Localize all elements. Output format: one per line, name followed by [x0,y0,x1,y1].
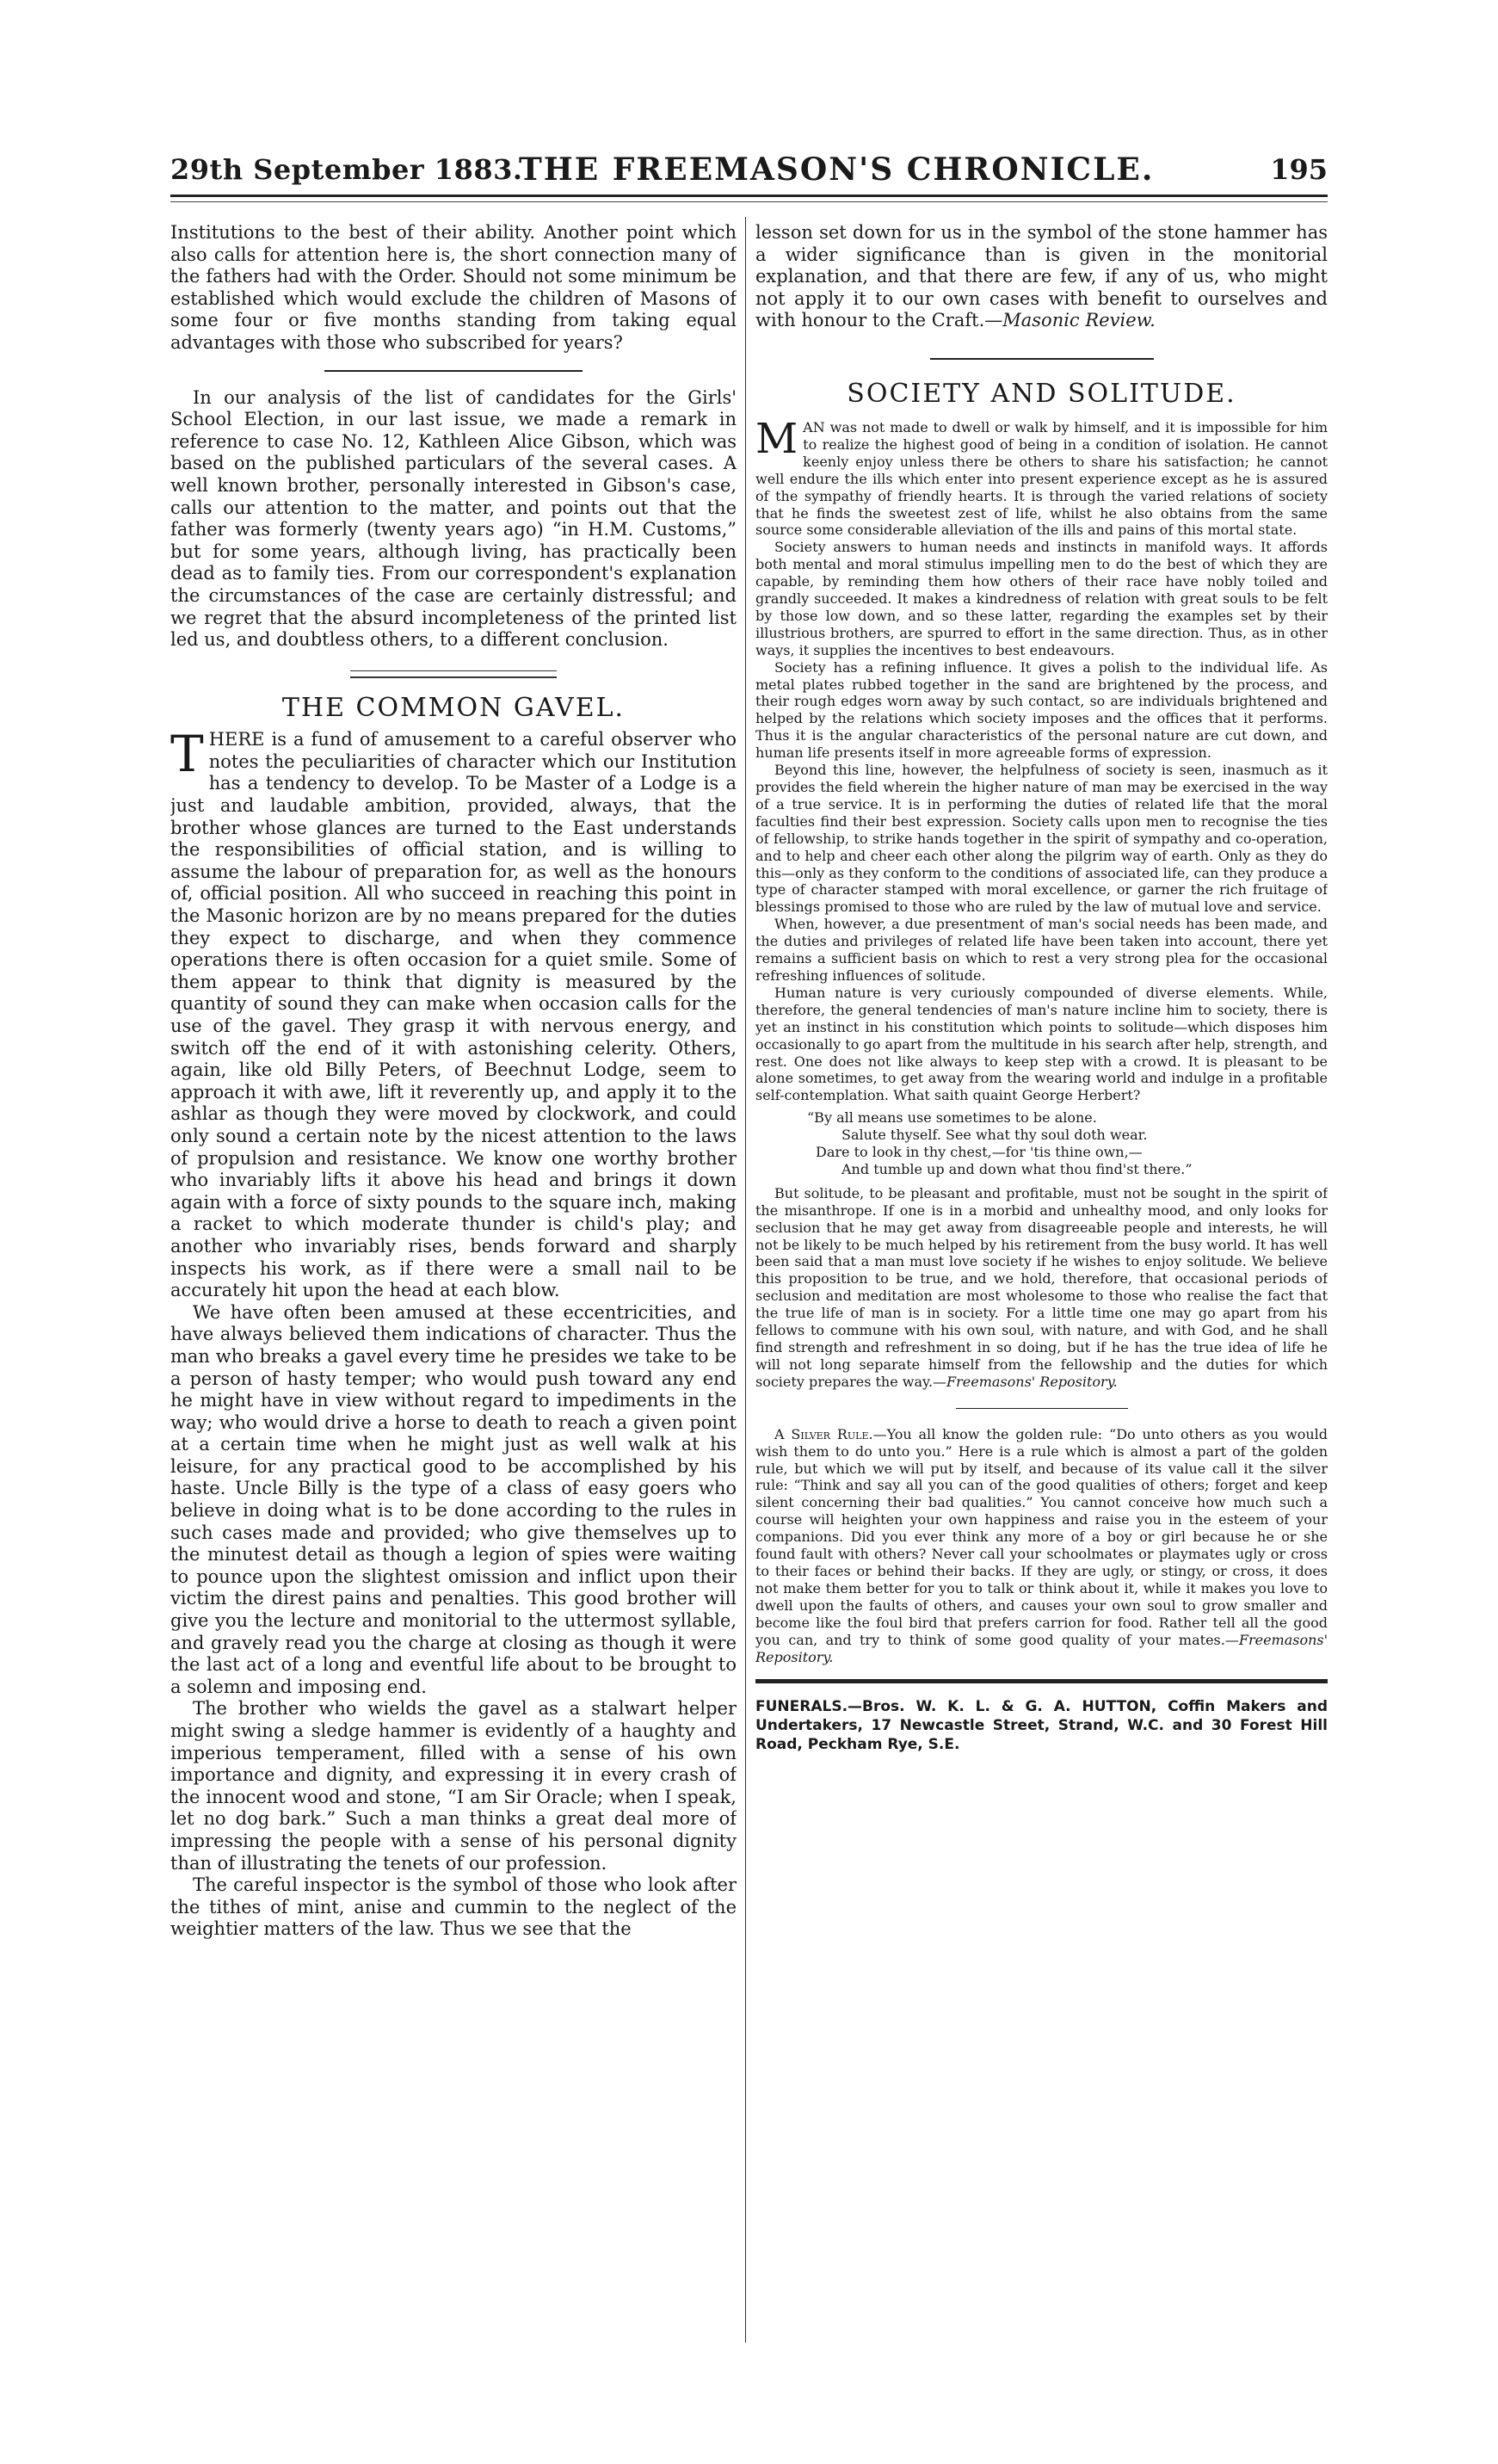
section-rule-right [930,358,1154,360]
society-paragraph-3: Society has a refining influence. It gives a polish to the individual life. As metal plates rubbed together in the sand are brightened by the process, and their rough edges worn away by such contact, so are individuals brightened and helped by the relations which society imposes and the offices that it performs. Thus it is the angular characteristics of the personal nature are cut down, and human life presents itself in more agreeable forms of expression. [755,658,1328,762]
gavel-paragraph-2: We have often been amused at these eccentricities, and have always believed them indications of character. Thus the man who breaks a gavel every time he presides we take to be a person of hasty temper; who would push toward any end he might have in view without regard to impediments in the way; who would drive a horse to death to reach a given point at a certain time when he might just as well walk at his leisure, for any practical good to be accomplished by his haste. Uncle Billy is the type of a class of easy goers who believe in doing what is to be done according to the rules in such cases made and provided; who give themselves up to the minutest detail as though a legion of spies were waiting to pounce upon the slightest omission and inflict upon their victim the direst pains and penalties. This good brother will give you the lecture and monitorial to the uttermost syllable, and gravely read you the charge at closing as though it were the last act of a long and eventful life about to be brought to a solemn and imposing end. [170,1301,737,1697]
gavel-paragraph-3: The brother who wields the gavel as a stalwart helper might swing a sledge hammer is evidently of a haughty and imperious temperament, filled with a sense of his own importance and dignity, and expressing it in every crash of the innocent wood and stone, “I am Sir Oracle; when I speak, let no dog bark.” Such a man thinks a great deal more of impressing the people with a sense of his personal dignity than of illustrating the tenets of our profession. [170,1698,737,1874]
heavy-rule [755,1679,1328,1683]
column-divider [745,217,746,2343]
notice-paragraph: In our analysis of the list of candidates for the Girls' School Election, in our last issue, we made a remark in reference to case No. 12, Kathleen Alice Gibson, which was based on the published particulars of the several cases. A well known brother, personally interested in Gibson's case, calls our attention to the matter, and points out that the father was formerly (twenty years ago) “in H.M. Customs,” but for some years, although living, has practically been dead as to family ties. From our correspondent's explanation the circumstances of the case are certainly distressful; and we regret that the absurd incompleteness of the printed list led us, and doubtless others, to a different conclusion. [170,386,737,651]
header-title: THE FREEMASON'S CHRONICLE. [519,151,1155,188]
header-page-number: 195 [1270,153,1328,186]
society-dropcap: M [755,414,798,463]
ornamental-rule [350,670,557,678]
header-rule-thin [170,201,1328,202]
continuation-text: lesson set down for us in the symbol of the stone hammer has a wider significance than is given in the monitorial explanation, and that there are few, if any of us, who might not apply it to our own cases with benefit to ourselves and with honour to the Craft. [755,222,1328,331]
herbert-verse [755,1109,1328,1178]
section-rule [324,370,583,372]
continuation-paragraph [755,222,1328,332]
section-rule-small [956,1408,1128,1409]
society-paragraph-2: Society answers to human needs and instincts in manifold ways. It affords both mental and moral stimulus impelling men to do the best of which they are capable, by reminding them how others of their race have nobly toiled and grandly succeeded. It makes a kindredness of relation with great souls to be felt by those low down, and so these latter, regarding the examples set by their illustrious brothers, are spurred to effort in the same direction. Thus, as in other ways, it supplies the incentives to best endeavours. [755,539,1328,658]
silver-rule-cite: —Freemasons' Repository. [755,1631,1328,1665]
funerals-advertisement: FUNERALS.—Bros. W. K. L. & G. A. HUTTON, Coffin Makers and Undertakers, 17 Newcastle Street, Strand, W.C. and 30 Forest Hill Road, Peckham Rye, S.E. [755,1698,1328,1754]
gavel-title: THE COMMON GAVEL. [281,692,626,723]
gavel-paragraph-1-text: HERE is a fund of amusement to a careful observer who notes the peculiarities of character which our Institution has a tendency to develop. To be Master of a Lodge is a just and laudable ambition, provided, always, that the brother whose glances are turned to the East understands the responsibilities of official station, and is willing to assume the labour of preparation for, as well as the honours of, official position. All who succeed in reaching this point in the Masonic horizon are by no means prepared for the duties they expect to discharge, and when they commence operations there is often occasion for a quiet smile. Some of them appear to think that dignity is measured by the quantity of sound they can make when occasion calls for the use of the gavel. They grasp it with nervous energy, and switch off the end of it with astonishing celerity. Others, again, like old Billy Peters, of Beechnut Lodge, seem to approach it with awe, lift it reverently up, and apply it to the ashlar as though they were moved by clockwork, and could only sound a certain note by the nicest attention to the laws of propulsion and resistance. We know one worthy brother who invariably lifts it above his head and brings it down again with a force of sixty pounds to the square inch, making a racket to which moderate thunder is child's play; and another who invariably rises, bends forward and sharply inspects his work, as if there were a small nail to be accurately hit upon the head at each blow. [170,729,737,1301]
silver-rule-lead: A Silver Rule. [774,1425,873,1442]
right-column [755,222,1328,2348]
society-paragraph-6: Human nature is very curiously compounded of diverse elements. While, therefore, the general tendencies of man's nature incline him to society, there is yet an instinct in his constitution which points to solitude—which disposes him occasionally to go apart from the multitude in his search after help, strength, and rest. One does not like always to keep step with a crowd. It is pleasant to be alone sometimes, to get away from the wearing world and indulge in a profitable self-contemplation. What saith quaint George Herbert? [755,984,1328,1104]
intro-paragraph: Institutions to the best of their ability. Another point which also calls for attention here is, the short connection many of the fathers had with the Order. Should not some minimum be established which would exclude the children of Masons of some four or five months standing from taking equal advantages with those who subscribed for years? [170,222,737,353]
continuation-cite: —Masonic Review. [984,310,1156,331]
left-column [170,222,737,2348]
society-title: SOCIETY AND SOLITUDE. [847,378,1236,409]
verse-line: Salute thyself. See what thy soul doth wear. [841,1127,1148,1144]
society-paragraph-7-text: But solitude, to be pleasant and profitable, must not be sought in the spirit of the misanthrope. If one is in a morbid and unhealthy mood, and only looks for seclusion that he may get away from disagreeable people and interests, he will not be likely to be much helped by his retirement from the busy world. It has well been said that a man must love society if he wishes to enjoy solitude. We believe this proposition to be true, and we hold, therefore, that occasional periods of seclusion and meditation are most wholesome to those who realise the fact that the true life of man is in society. For a little time one may go apart from his fellows to commune with his own soul, with nature, and with God, and he shall find strength and refreshment in so doing, but if he has the true idea of life he will not long separate himself from the fellowship and the duties for which society prepares the way. [755,1184,1328,1390]
society-paragraph-4: Beyond this line, however, the helpfulness of society is seen, inasmuch as it provides the field wherein the higher nature of man may be exercised in the way of a true service. It is in performing the duties of related life that the moral faculties find their best expression. Society calls upon men to recognise the ties of fellowship, to strike hands together in the spirit of sympathy and co-operation, and to help and cheer each other along the pilgrim way of earth. Only as they do this—only as they conform to the conditions of associated life, can they produce a type of character stamped with moral excellence, or garner the rich fruitage of blessings promised to those who are ruled by the law of mutual love and service. [755,762,1328,916]
gavel-paragraph-1 [170,725,737,1301]
verse-line: “By all means use sometimes to be alone. [807,1109,1097,1127]
silver-rule-text: —You all know the golden rule: “Do unto others as you would wish them to do unto you.” Here is a rule which is almost a part of the golden rule, but which we will put by itself, and because of its value call it the silver rule: “Think and say all you can of the good qualities of others; forget and keep silent concerning their bad qualities.” You cannot conceive how much such a course will heighten your own happiness and raise you in the esteem of your companions. Did you ever think any more of a boy or girl because he or she found fault with others? Never call your schoolmates or playmates ugly or cross to their faces or behind their backs. If they are ugly, or stingy, or cross, it does not make them better for you to talk or think about it, while it makes you love to dwell upon the faults of others, and causes your own soul to grow smaller and become like the foul bird that prefers carrion for food. Rather tell all the good you can, and try to think of some good quality of your mates. [755,1425,1328,1648]
society-paragraph-5: When, however, a due presentment of man's social needs has been made, and the duties and privileges of related life have been taken into account, there yet remains a sufficient basis on which to rest a very strong plea for the occasional refreshing influences of solitude. [755,916,1328,984]
silver-rule-paragraph [755,1426,1328,1666]
gavel-paragraph-4: The careful inspector is the symbol of those who look after the tithes of mint, anise and cummin to the neglect of the weightier matters of the law. Thus we see that the [170,1874,737,1940]
header-date: 29th September 1883. [170,153,523,186]
society-paragraph-1 [755,414,1328,539]
society-paragraph-7 [755,1185,1328,1391]
verse-line: Dare to look in thy chest,—for 'tis thine own,— [816,1144,1143,1161]
header-rule [170,195,1328,197]
page-header [170,145,1328,196]
society-paragraph-1-text: AN was not made to dwell or walk by himself, and it is impossible for him to realize the highest good of being in a condition of isolation. He cannot keenly enjoy unless there be others to share his satisfaction; he cannot well endure the ills which enter into present experience except as he is assured of the sympathy of friendly hearts. It is through the varied relations of society that he finds the sweetest zest of life, whilst he also obtains from the same source some considerable alleviation of the ills and pains of this mortal state. [755,418,1328,539]
society-cite: —Freemasons' Repository. [933,1373,1118,1390]
gavel-dropcap: T [170,725,204,784]
verse-line: And tumble up and down what thou find'st there.” [841,1160,1193,1177]
